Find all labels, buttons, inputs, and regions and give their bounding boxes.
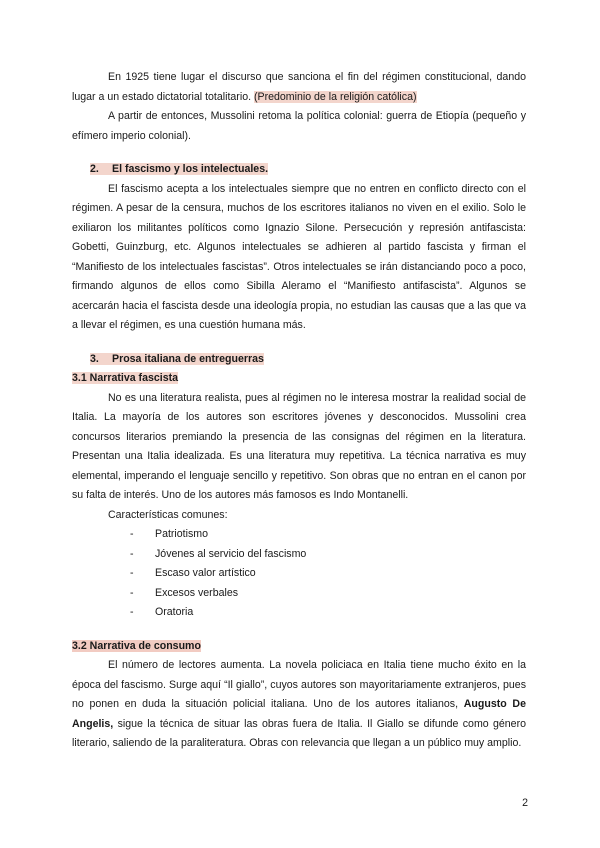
list-item: - Escaso valor artístico (130, 567, 256, 579)
section-heading-2 (72, 160, 526, 180)
highlighted-note: (Predominio de la religión católica) (253, 90, 417, 103)
intro-text-1: En 1925 tiene lugar el discurso que sanciona el fin del régimen constitucional, dando lugar a un estado dictatorial totalitario. (72, 71, 526, 103)
page-number: 2 (522, 797, 528, 809)
section-number-3: 3. (90, 352, 99, 365)
section-2-paragraph: El fascismo acepta a los intelectuales siempre que no entren en conflicto directo con el régimen. A pesar de la censura, muchos de los escritores italianos no viven en el exilio. Solo le exiliaron los militantes políticos como Ignazio Silone. Persecución y represión antifascista: Gobetti, Guinzburg, etc. Algunos intelectuales se adhieren al partido fascista y firman el “Manifiesto de los intelectuales fascistas”. Otros intelectuales se irán distanciando poco a poco, firmando algunos de ellos como Sibilla Aleramo el “Manifiesto antifascista”. Algunos se acercarán hacia el fascista desde una ideología propia, no estudian las causas que a las que va a llevar el régimen, es una cuestión humana más. (72, 182, 526, 331)
subsection-heading-3-2: 3.2 Narrativa de consumo (72, 639, 201, 652)
subsection-3-1-paragraph: No es una literatura realista, pues al régimen no le interesa mostrar la realidad social de Italia. La mayoría de los autores son escritores jóvenes y desconocidos. Mussolini crea concursos literarios premiando la presencia de las consignas del régimen en la literatura. Presentan una Italia idealizada. Es una literatura muy repetitiva. La técnica narrativa es muy elemental, imperando el lenguaje sencillo y repetitivo. Son obras que no entran en el canon por su falta de interés. Uno de los autores más famosos es Indo Montanelli. (72, 391, 526, 501)
section-title-2: El fascismo y los intelectuales. (112, 163, 269, 175)
section-number-2: 2. (90, 163, 99, 175)
list-item: - Oratoria (130, 606, 194, 618)
features-list (72, 525, 526, 623)
section-heading-3 (72, 350, 526, 370)
list-item: - Patriotismo (130, 528, 208, 540)
intro-paragraph-1 (72, 68, 526, 107)
list-item: - Excesos verbales (130, 586, 239, 599)
features-label: Características comunes: (108, 508, 228, 521)
subsection-heading-3-1: 3.1 Narrativa fascista (72, 372, 179, 384)
subsection-3-2-paragraph: El número de lectores aumenta. La novela policiaca en Italia tiene mucho éxito en la época del fascismo. Surge aquí “Il giallo”, cuyos autores son mayoritariamente extranjeros, pues no ponen en duda la situación policial italiana. Uno de los autores italianos, Augusto De Angelis, sigue la técnica de situar las obras fuera de Italia. Il Giallo se difunde como género literario, saliendo de la paraliteratura. Obras con relevancia que llegan a un público muy amplio. (72, 659, 526, 749)
document-page (72, 68, 526, 754)
section-title-3: Prosa italiana de entreguerras (112, 352, 264, 365)
list-item: - Jóvenes al servicio del fascismo (130, 547, 307, 560)
intro-paragraph-2: A partir de entonces, Mussolini retoma la política colonial: guerra de Etiopía (pequeño y efímero imperio colonial). (72, 110, 526, 142)
author-name-bold: Augusto De Angelis, (72, 698, 526, 730)
